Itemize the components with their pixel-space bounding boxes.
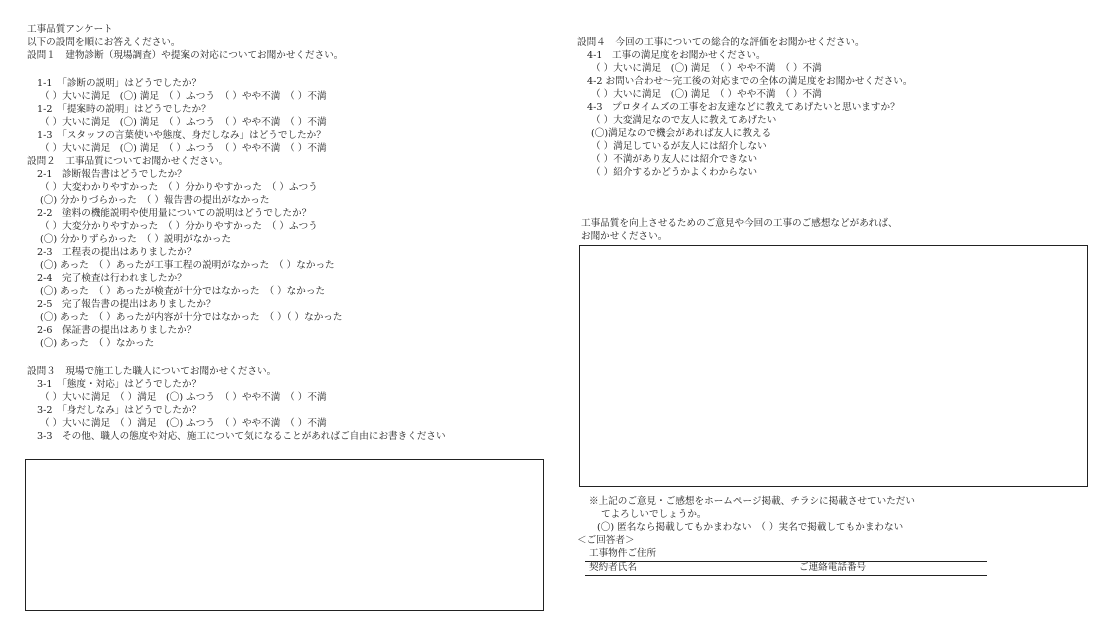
feedback-prompt-line1: 工事品質を向上させるためのご意見や今回の工事のご感想などがあれば、 [581,218,898,229]
q2-heading: 設問２ 工事品質についてお聞かせください。 [27,156,229,167]
q2-2-options-a[interactable]: （ ）大変分かりやすかった （ ）分かりやすかった （ ）ふつう [40,221,318,232]
q4-1-options[interactable]: （ ）大いに満足 (〇) 満足 （ ）やや不満 （ ）不満 [591,63,822,74]
q2-1-options-a[interactable]: （ ）大変わかりやすかった （ ）分かりやすかった （ ）ふつう [40,182,318,193]
q3-2-options[interactable]: （ ）大いに満足 （ ）満足 (〇) ふつう （ ）やや不満 （ ）不満 [40,418,327,429]
consent-line2: てよろしいでしょうか。 [601,509,707,520]
address-underline[interactable] [585,561,987,562]
q2-6-label: 2-6 保証書の提出はありましたか？ [37,325,197,336]
q3-heading: 設問３ 現場で施工した職人についてお聞かせください。 [27,366,277,377]
q4-2-options[interactable]: （ ）大いに満足 (〇) 満足 （ ）やや不満 （ ）不満 [591,89,822,100]
name-label: 契約者氏名 [589,562,637,573]
q4-3-option-5[interactable]: （ ）紹介するかどうかよくわからない [591,167,758,178]
q3-3-label: 3-3 その他、職人の態度や対応、施工について気になることがあればご自由にお書きください [37,431,446,442]
q4-3-option-4[interactable]: （ ）不満があり友人には紹介できない [591,154,758,165]
q2-2-label: 2-2 塗料の機能説明や使用量についての説明はどうでしたか？ [37,208,312,219]
q1-3-options[interactable]: （ ）大いに満足 (〇) 満足 （ ）ふつう （ ）やや不満 （ ）不満 [40,143,327,154]
q2-2-options-b[interactable]: (〇) 分かりずらかった （ ）説明がなかった [40,234,232,245]
consent-line1: ※上記のご意見・ご感想をホームページ掲載、チラシに掲載させていただい [589,496,915,507]
address-label: 工事物件ご住所 [589,548,657,559]
q4-3-label: 4-3 プロタイムズの工事をお友達などに教えてあげたいと思いますか？ [587,102,900,113]
feedback-prompt-line2: お聞かせください。 [581,231,668,242]
q1-2-options[interactable]: （ ）大いに満足 (〇) 満足 （ ）ふつう （ ）やや不満 （ ）不満 [40,117,327,128]
q1-heading: 設問１ 建物診断（現場調査）や提案の対応についてお聞かせください。 [27,50,344,61]
feedback-text-box[interactable] [579,245,1088,487]
q4-3-option-1[interactable]: （ ）大変満足なので友人に教えてあげたい [591,115,777,126]
q2-1-options-b[interactable]: (〇) 分かりづらかった （ ）報告書の提出がなかった [40,195,270,206]
q2-5-options[interactable]: (〇) あった （ ）あったが内容が十分ではなかった （ ）（ ）なかった [40,312,343,323]
q4-1-label: 4-1 工事の満足度をお聞かせください。 [587,50,766,61]
q3-free-text-box[interactable] [25,459,544,611]
phone-label: ご連絡電話番号 [799,562,867,573]
survey-title: 工事品質アンケート [27,24,113,35]
q2-6-options[interactable]: (〇) あった （ ）なかった [40,338,155,349]
q2-3-label: 2-3 工程表の提出はありましたか？ [37,247,197,258]
q1-1-label: 1-1 「診断の説明」はどうでしたか？ [37,78,202,89]
q1-3-label: 1-3 「スタッフの言葉使いや態度、身だしなみ」はどうでしたか？ [37,130,326,141]
intro-text: 以下の設問を順にお答えください。 [27,37,181,48]
q2-3-options[interactable]: (〇) あった （ ）あったが工事工程の説明がなかった （ ）なかった [40,260,335,271]
consent-options[interactable]: (〇) 匿名なら掲載してもかまわない （ ）実名で掲載してもかまわない [597,522,904,533]
q4-heading: 設問４ 今回の工事についての総合的な評価をお聞かせください。 [577,37,865,48]
q2-4-options[interactable]: (〇) あった （ ）あったが検査が十分ではなかった （ ）なかった [40,286,326,297]
q2-4-label: 2-4 完了検査は行われましたか？ [37,273,187,284]
q3-1-label: 3-1 「態度・対応」はどうでしたか？ [37,379,202,390]
q4-2-label: 4-2 お問い合わせ～完工後の対応までの全体の満足度をお聞かせください。 [587,76,913,87]
q4-3-option-2[interactable]: (〇)満足なので機会があれば友人に教える [591,128,772,139]
q2-1-label: 2-1 診断報告書はどうでしたか？ [37,169,187,180]
q1-1-options[interactable]: （ ）大いに満足 (〇) 満足 （ ）ふつう （ ）やや不満 （ ）不満 [40,91,327,102]
q3-1-options[interactable]: （ ）大いに満足 （ ）満足 (〇) ふつう （ ）やや不満 （ ）不満 [40,392,327,403]
q3-2-label: 3-2 「身だしなみ」はどうでしたか？ [37,405,202,416]
q2-5-label: 2-5 完了報告書の提出はありましたか？ [37,299,216,310]
name-phone-underline[interactable] [585,575,987,576]
q1-2-label: 1-2 「提案時の説明」はどうでしたか？ [37,104,211,115]
q4-3-option-3[interactable]: （ ）満足しているが友人には紹介しない [591,141,767,152]
respondent-heading: ＜ご回答者＞ [577,535,635,546]
